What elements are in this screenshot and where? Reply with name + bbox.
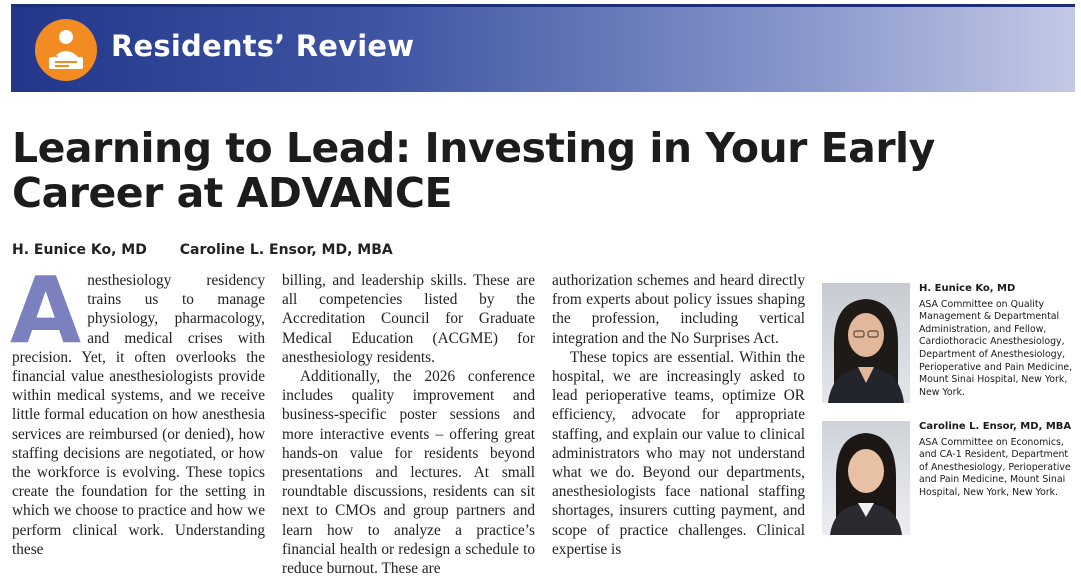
author-photo (822, 421, 910, 535)
author-name: Caroline L. Ensor, MD, MBA (179, 242, 393, 258)
resident-physician-icon (35, 19, 97, 81)
paragraph: billing, and leadership skills. These are all competencies listed by the Accreditation Council for Graduate Medical Education (ACGME) for anesthesiology residents. (282, 272, 535, 366)
paragraph: authorization schemes and heard directly from experts about policy issues shaping the profession, including vertical integration and the No Surprises Act. (552, 272, 805, 347)
bio-name: H. Eunice Ko, MD (919, 283, 1016, 294)
article-column-2 (282, 271, 535, 578)
article-column-1 (10, 257, 265, 559)
article-column-3 (552, 271, 805, 559)
bio-name: Caroline L. Ensor, MD, MBA (919, 421, 1072, 432)
section-title: Residents’ Review (111, 29, 415, 63)
paragraph: nesthesiology residency trains us to manage physiology, pharmacology, and medical crises with precision. Yet, it often overlooks the financial value anesthesiologists provide within medical systems, and we receive little formal education on how anesthesia services are reimbursed (or denied), how staffing decisions are negotiated, or how the workforce is evolving. These topics create the foundation for the setting in which we choose to practice and how we perform clinical work. Understanding these (12, 272, 265, 558)
section-banner (11, 4, 1075, 92)
byline (12, 242, 421, 258)
paragraph: These topics are essential. Within the hospital, we are increasingly asked to lead perioperative teams, optimize OR efficiency, advocate for appropriate staffing, and explain our value to clinical administrators who may not understand what we do. Beyond our departments, anesthesiologists face national staffing shortages, insurers cutting payment, and scope of practice challenges. Clinical expertise is (552, 348, 805, 558)
drop-cap: A (10, 257, 82, 364)
paragraph: Additionally, the 2026 conference includes quality improvement and business-specific poster sessions and more interactive events – offering great hands-on value for residents beyond presentations and lectures. At small roundtable discussions, residents can sit next to CMOs and group partners and learn how to analyze a practice’s financial health or redesign a schedule to reduce burnout. These are (282, 368, 535, 578)
author-bio (919, 421, 1079, 500)
author-photo (822, 283, 910, 403)
bio-text: ASA Committee on Economics, and CA-1 Resident, Department of Anesthesiology, Perioperative and Pain Medicine, Mount Sinai Hospital, New York, New York. (919, 436, 1071, 498)
author-name: H. Eunice Ko, MD (12, 242, 147, 258)
article-headline: Learning to Lead: Investing in Your Early Career at ADVANCE (12, 124, 935, 217)
author-bio (919, 283, 1079, 399)
bio-text: ASA Committee on Quality Management & Departmental Administration, and Fellow, Cardiothoracic Anesthesiology, Department of Anesthesiology, Perioperative and Pain Medicine, Mount Sinai Hospital, New York, New York. (919, 298, 1073, 398)
